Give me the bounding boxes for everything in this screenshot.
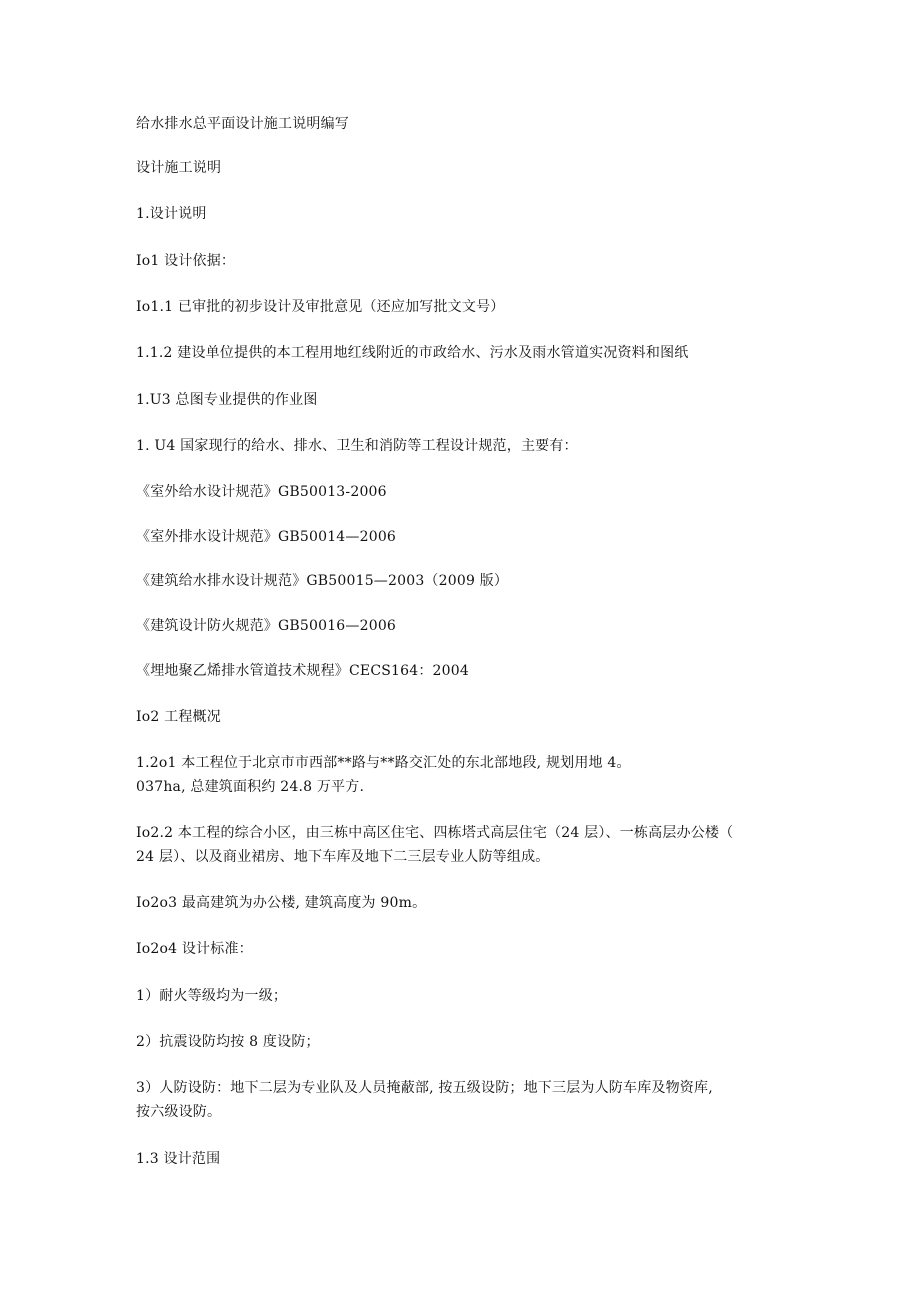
section-heading: 设计施工说明 <box>136 160 222 176</box>
paragraph: Io2.2 本工程的综合小区，由三栋中高区住宅、四栋塔式高层住宅（24 层）、一栋高层办公楼（ <box>136 825 734 841</box>
list-item-continuation: 按六级设防。 <box>136 1104 222 1120</box>
standard-item: 《埋地聚乙烯排水管道技术规程》CECS164：2004 <box>136 663 469 679</box>
paragraph: 1.2o1 本工程位于北京市市西部**路与**路交汇处的东北部地段, 规划用地 4。 <box>136 755 631 771</box>
section-heading: 1.3 设计范围 <box>136 1151 221 1167</box>
paragraph-continuation: 24 层）、以及商业裙房、地下车库及地下二三层专业人防等组成。 <box>136 849 550 865</box>
paragraph: 1.1.2 建设单位提供的本工程用地红线附近的市政给水、污水及雨水管道实况资料和图纸 <box>136 345 689 361</box>
paragraph-continuation: 037ha, 总建筑面积约 24.8 万平方. <box>136 779 365 795</box>
document-title: 给水排水总平面设计施工说明编写 <box>136 116 349 132</box>
list-item: 2）抗震设防均按 8 度设防； <box>136 1034 320 1050</box>
standard-item: 《建筑设计防火规范》GB50016—2006 <box>136 618 397 634</box>
paragraph: 1. U4 国家现行的给水、排水、卫生和消防等工程设计规范，主要有： <box>136 438 578 454</box>
subsection-heading: Io1 设计依据： <box>136 253 236 269</box>
standard-item: 《室外给水设计规范》GB50013-2006 <box>136 484 387 500</box>
paragraph: 1.U3 总图专业提供的作业图 <box>136 392 318 408</box>
paragraph: Io1.1 已审批的初步设计及审批意见（还应加写批文文号） <box>136 299 505 315</box>
standard-item: 《室外排水设计规范》GB50014—2006 <box>136 529 397 545</box>
list-item: 1）耐火等级均为一级； <box>136 988 288 1004</box>
standard-item: 《建筑给水排水设计规范》GB50015—2003（2009 版） <box>136 573 509 589</box>
list-item: 3）人防设防：地下二层为专业队及人员掩蔽部, 按五级设防；地下三层为人防车库及物资库, <box>136 1080 713 1096</box>
subsection-heading: Io2 工程概况 <box>136 709 221 725</box>
section-heading: 1.设计说明 <box>136 206 207 222</box>
subsection-heading: Io2o4 设计标准： <box>136 941 253 957</box>
paragraph: Io2o3 最高建筑为办公楼, 建筑高度为 90m。 <box>136 895 427 911</box>
